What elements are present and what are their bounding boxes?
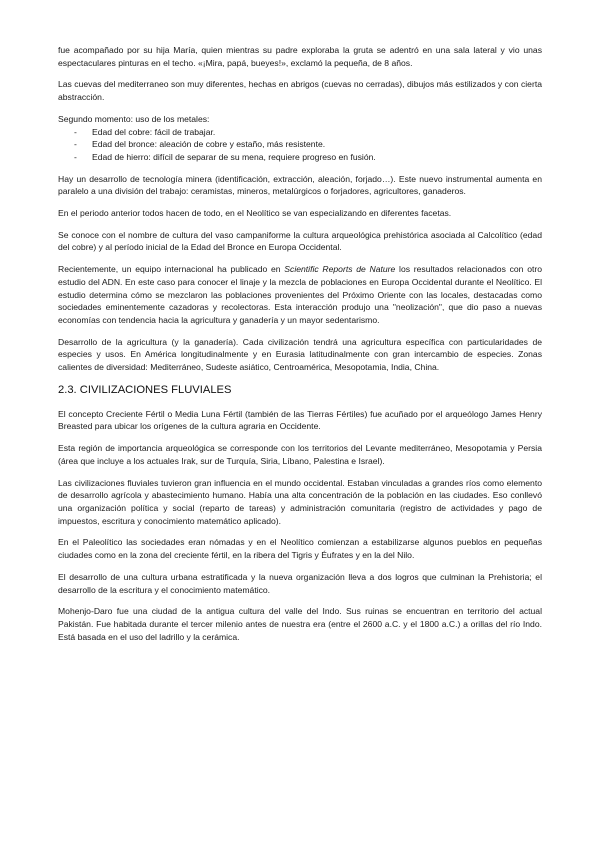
paragraph-region: Esta región de importancia arqueológica se corresponde con los territorios del Levante mediterráneo, Mesopotamia y Persia (área que incluye a los actuales Irak, sur de Turquía, Siria, Líbano, Palestina e Israel). — [58, 443, 542, 466]
dna-text-end: los resultados relacionados con otro estudio del ADN. En este caso para conocer el linaje y la mezcla de poblaciones en Europa Occidental durante el Neolítico. El estudio determina cómo se mezclaron las poblaciones provenientes del Próximo Oriente con las locales, destacadas como sociedades eminentemente cazadoras y recolectoras. Esta interacción produjo una "neolización", que dio paso a nuevas economías con tendencia hacia la agricultura y ganadería y un mayor sedentarismo. — [58, 264, 542, 325]
section-heading: 2.3. CIVILIZACIONES FLUVIALES — [58, 383, 232, 396]
paragraph-agriculture: Desarrollo de la agricultura (y la ganadería). Cada civilización tendrá una agricultura específica con particularidades de especies y usos. En América longitudinalmente y en Eurasia latitudinalmente con gran intercambio de especies. Zonas calientes de diversidad: Mediterráneo, Sudeste asiático, Centroamérica, Mesopotamia, India, China. — [58, 336, 542, 373]
list-item: - Edad del cobre: fácil de trabajar. — [58, 126, 542, 139]
paragraph-river-civilizations: Las civilizaciones fluviales tuvieron gran influencia en el mundo occidental. Estaban vinculadas a grandes ríos como elemento de desarrollo agrícola y abastecimiento humano. Había una alta concentración de la población en las ciudades. Eso conllevó una organización política y social (reparto de tareas) y administración comunitaria (registro de actividades y pago de impuestos, escritura y conocimiento matemático aplicado). — [58, 477, 542, 526]
paragraph-paleolithic: En el Paleolítico las sociedades eran nómadas y en el Neolítico comienzan a estabilizarse algunos pueblos en pequeñas ciudades como en la zona del creciente fértil, en la ribera del Tigris y Éufrates y en la del Nilo. — [58, 537, 542, 561]
paragraph-mining-technology: Hay un desarrollo de tecnología minera (identificación, extracción, aleación, forjado…). Este nuevo instrumental aumenta en paralelo a una división del trabajo: ceramistas, mineros, metalúrgicos o forjadores, agricultores, ganaderos. — [58, 173, 542, 197]
document-page — [58, 44, 542, 652]
paragraph-urban-culture: El desarrollo de una cultura urbana estratificada y la nueva organización lleva a dos logros que culminan la Prehistoria; el desarrollo de la escritura y el conocimiento matemático. — [58, 571, 542, 595]
paragraph-bell-beaker: Se conoce con el nombre de cultura del vaso campaniforme la cultura arqueológica prehistórica asociada al Calcolítico (edad del cobre) y al período inicial de la Edad del Bronce en Europa Occidental. — [58, 229, 542, 253]
list-item: - Edad de hierro: difícil de separar de su mena, requiere progreso en fusión. — [58, 151, 542, 164]
paragraph-fertile-crescent: El concepto Creciente Fértil o Media Luna Fértil (también de las Tierras Fértiles) fue acuñado por el arqueólogo James Henry Breasted para ubicar los orígenes de la cultura agraria en Occidente. — [58, 408, 542, 432]
paragraph-mediterranean-caves: Las cuevas del mediterraneo son muy diferentes, hechas en abrigos (cuevas no cerradas), dibujos más estilizados y con cierta abstracción. — [58, 79, 542, 103]
paragraph-metals-intro: Segundo momento: uso de los metales: — [58, 113, 210, 124]
paragraph-specialization: En el periodo anterior todos hacen de todo, en el Neolítico se van especializando en diferentes facetas. — [58, 208, 452, 219]
paragraph-dna-study — [58, 263, 542, 327]
metals-list — [58, 126, 542, 164]
paragraph-altamira: fue acompañado por su hija María, quien mientras su padre exploraba la gruta se adentró en una sala lateral y vio unas espectaculares pinturas en el techo. «¡Mira, papá, bueyes!», exclamó la pequeña, de 8 años. — [58, 45, 542, 68]
journal-name: Scientific Reports de Nature — [284, 264, 396, 275]
paragraph-mohenjo-daro: Mohenjo-Daro fue una ciudad de la antigua cultura del valle del Indo. Sus ruinas se encuentran en territorio del actual Pakistán. Fue habitada durante el tercer milenio antes de nuestra era (entre el 2600 a.C. y el 1800 a.C.) a orillas del río Indo. Está basada en el uso del ladrillo y la cerámica. — [58, 606, 542, 642]
dna-text-start: Recientemente, un equipo internacional ha publicado en — [58, 264, 285, 275]
list-item: - Edad del bronce: aleación de cobre y estaño, más resistente. — [58, 138, 542, 151]
